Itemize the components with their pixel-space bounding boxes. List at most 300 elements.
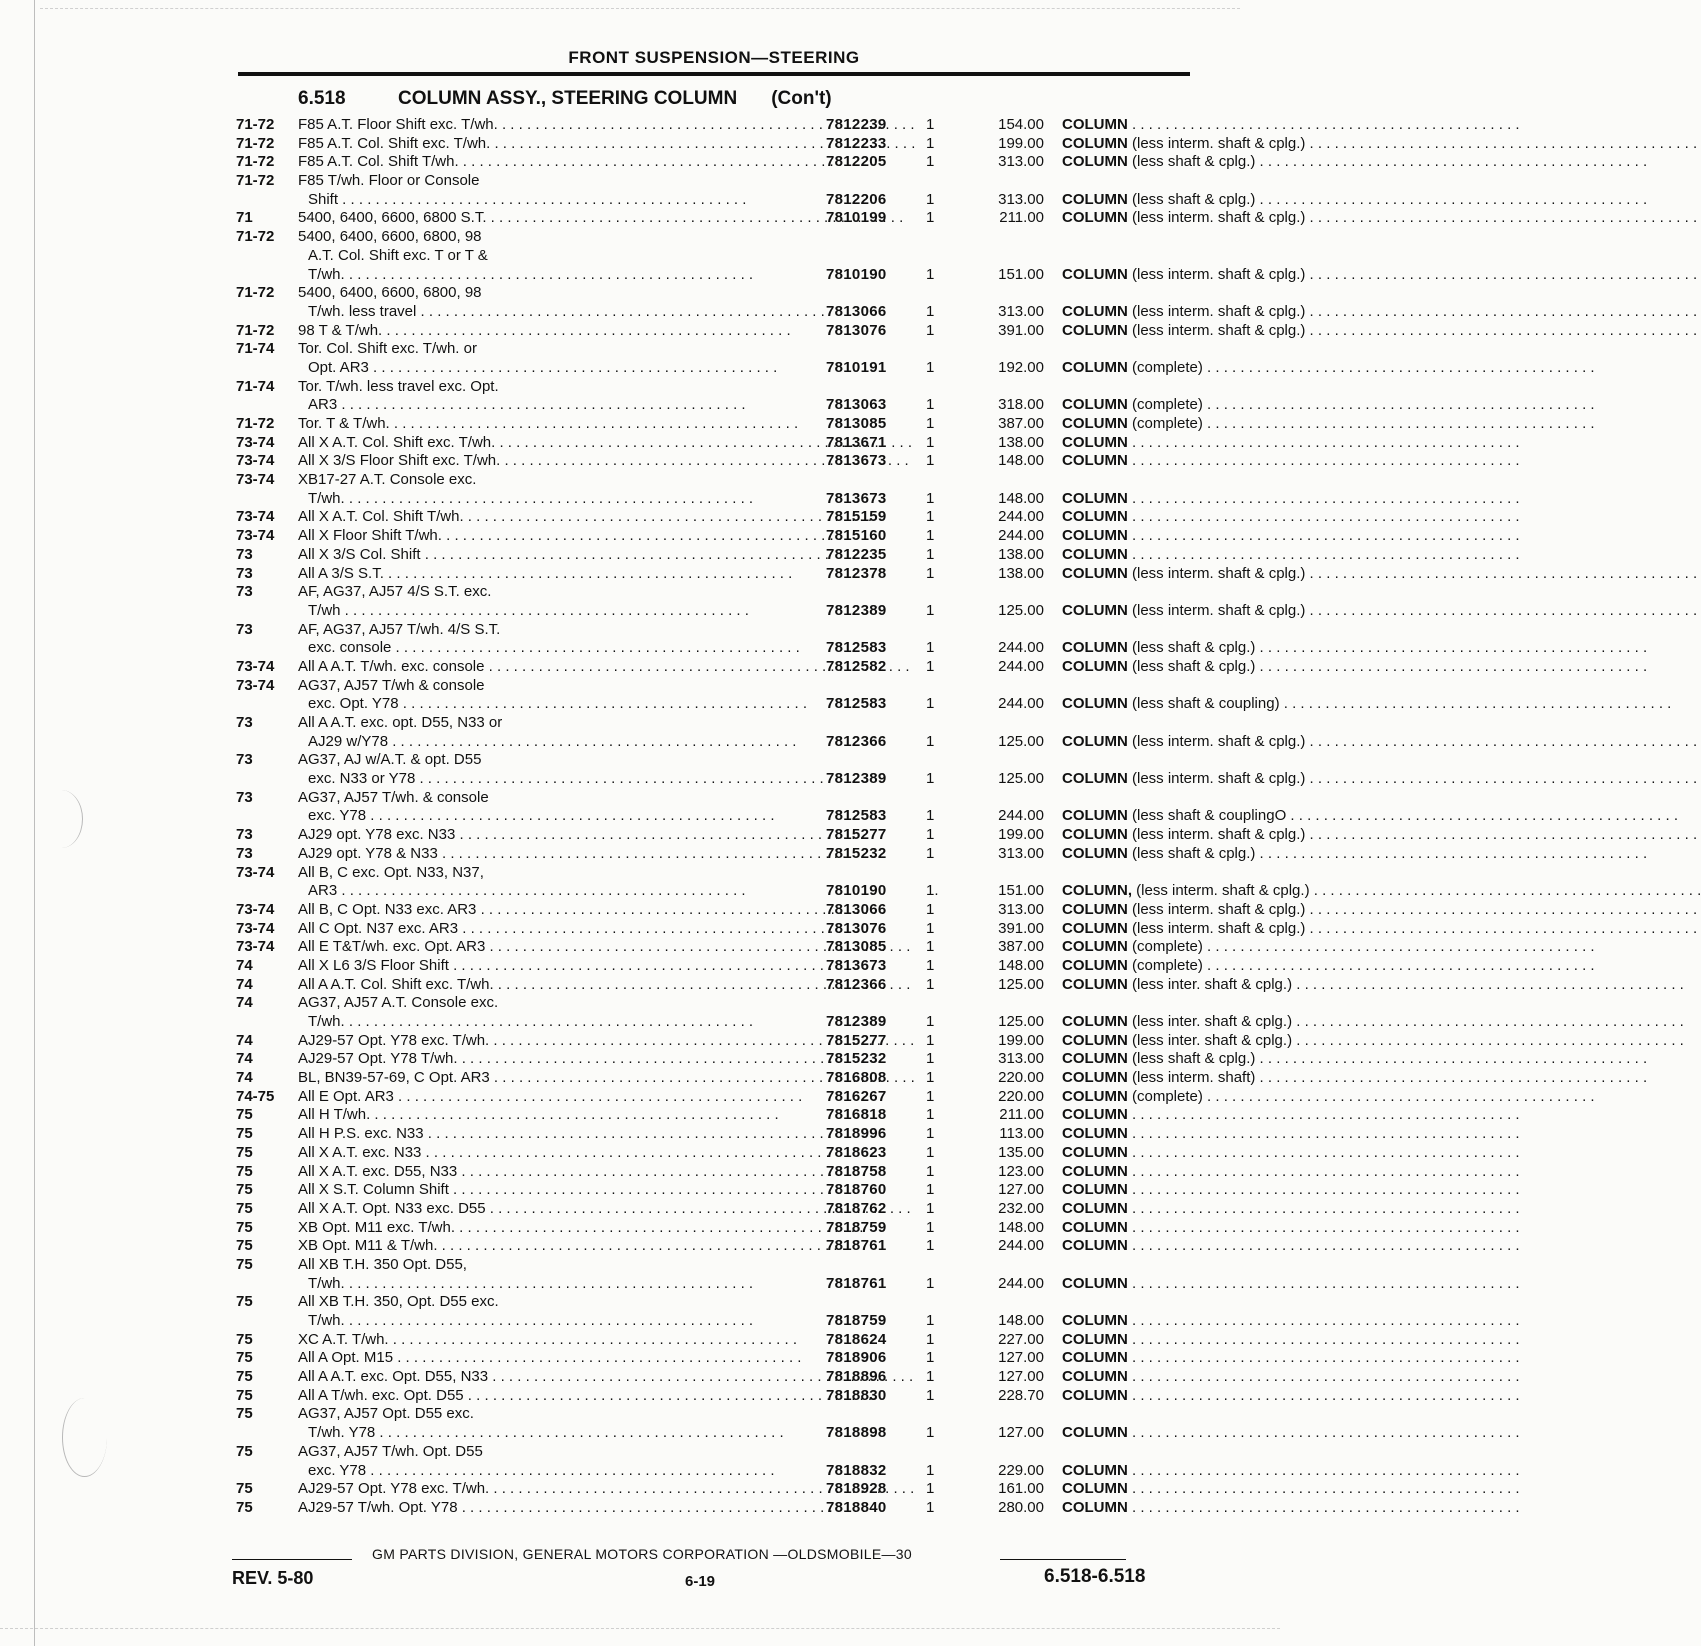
application-description: T/wh. . . .	[308, 266, 792, 285]
table-row	[236, 1499, 1196, 1518]
price: 244.00	[998, 1274, 1044, 1292]
part-name: COLUMN	[1062, 1480, 1128, 1498]
table-row-continuation	[236, 284, 1196, 303]
quantity: 1	[926, 396, 935, 414]
part-name: COLUMN	[1062, 938, 1128, 956]
model-year: 74	[236, 1050, 253, 1068]
table-row	[236, 265, 1306, 285]
application-description: T/wh. . . .	[308, 1312, 792, 1331]
model-year: 75	[236, 1199, 253, 1217]
price: 138.00	[998, 545, 1044, 563]
table-row	[236, 209, 1306, 228]
part-note: (complete)	[1132, 938, 1203, 956]
part-name-cell	[1062, 920, 1424, 939]
application-description: XB17-27 A.T. Console exc.	[298, 471, 477, 489]
table-row-continuation	[236, 864, 1196, 883]
section-title: COLUMN ASSY., STEERING COLUMN	[398, 88, 738, 109]
table-row	[236, 882, 1310, 901]
application-description: All XB T.H. 350, Opt. D55 exc.	[298, 1293, 499, 1311]
table-row	[236, 1480, 1196, 1499]
table-row	[236, 1331, 1196, 1350]
part-note: (complete)	[1132, 415, 1203, 432]
application-description: 5400, 6400, 6600, 6800, 98	[298, 228, 482, 246]
part-name: COLUMN	[1062, 1461, 1128, 1479]
part-number: 7815159	[826, 508, 887, 526]
application-description: BL, BN39-57-69, C Opt. AR3 . . . . .	[298, 1069, 792, 1088]
application-description: 5400, 6400, 6600, 6800 S.T. . . . .	[298, 209, 792, 228]
price: 148.00	[998, 1312, 1044, 1329]
part-name: COLUMN	[1062, 209, 1128, 227]
table-row	[236, 1031, 1293, 1051]
table-row	[236, 1387, 1196, 1406]
part-number: 7818758	[826, 1162, 887, 1180]
table-row	[236, 975, 1293, 995]
part-name: COLUMN	[1062, 433, 1128, 451]
price: 391.00	[998, 321, 1044, 339]
part-name: COLUMN	[1062, 1274, 1128, 1292]
application-description: AG37, AJ57 T/wh & console	[298, 676, 485, 694]
model-year: 75	[236, 1368, 253, 1386]
model-year: 73-74	[236, 863, 275, 881]
model-year: 75	[236, 1386, 253, 1404]
application-description: A.T. Col. Shift exc. T or T &	[308, 246, 488, 264]
part-name-cell	[1062, 153, 1424, 172]
application-description: Tor. T & T/wh. . . .	[298, 415, 792, 434]
part-note: (less shaft & cplg.)	[1132, 190, 1256, 208]
part-number: 7813673	[826, 956, 887, 974]
part-note: (less interm. shaft & cplg.)	[1132, 900, 1306, 918]
price: 125.00	[998, 601, 1044, 619]
part-name-cell	[1062, 1462, 1424, 1481]
part-name-cell	[1062, 1219, 1424, 1238]
part-number: 7818898	[826, 1424, 887, 1442]
part-number: 7812239	[826, 116, 887, 133]
quantity: 1	[926, 1349, 935, 1367]
application-description: AG37, AJ57 Opt. D55 exc.	[298, 1405, 474, 1423]
table-row	[236, 396, 1203, 415]
part-number: 7818624	[826, 1330, 887, 1348]
application-description: F85 A.T. Col. Shift T/wh. . . .	[298, 153, 792, 172]
left-margin-line	[34, 0, 35, 1646]
part-name: COLUMN	[1062, 358, 1128, 376]
table-row	[236, 695, 1280, 714]
part-note: (less interm. shaft & cplg.)	[1132, 209, 1306, 227]
part-name-cell	[1062, 359, 1424, 378]
table-row	[236, 302, 1306, 322]
table-row-continuation	[236, 172, 1196, 191]
application-description: AJ29 opt. Y78 exc. N33 . . .	[298, 826, 792, 845]
model-year: 75	[236, 1293, 253, 1311]
part-name-cell	[1062, 434, 1424, 453]
model-year: 75	[236, 1349, 253, 1367]
application-description: Tor. Col. Shift exc. T/wh. or	[298, 340, 477, 358]
part-name: COLUMN	[1062, 900, 1128, 918]
part-name-cell	[1062, 191, 1424, 210]
part-number: 7816808	[826, 1069, 887, 1087]
table-row	[236, 1181, 1196, 1200]
part-note: (less shaft & cplg.)	[1132, 1050, 1256, 1068]
part-name: COLUMN	[1062, 956, 1128, 974]
part-number: 7818906	[826, 1349, 887, 1367]
table-row	[236, 732, 1306, 752]
quantity: 1	[926, 826, 935, 844]
price: 244.00	[998, 695, 1044, 713]
table-row-continuation	[236, 994, 1196, 1013]
application-description: All X A.T. Col. Shift T/wh. . . .	[298, 508, 792, 527]
part-name: COLUMN	[1062, 844, 1128, 862]
part-number: 7815232	[826, 844, 887, 862]
price: 125.00	[998, 1013, 1044, 1030]
application-description: AJ29-57 T/wh. Opt. Y78 . . .	[298, 1499, 792, 1518]
application-description: Opt. AR3 . . .	[308, 359, 792, 378]
part-number: 7812235	[826, 545, 887, 563]
application-description: All A A.T. exc. opt. D55, N33 or	[298, 714, 503, 731]
quantity: 1	[926, 938, 935, 956]
price: 123.00	[998, 1162, 1044, 1180]
quantity: 1	[926, 1199, 935, 1217]
quantity: 1	[926, 975, 935, 993]
application-description: All H T/wh. . . .	[298, 1106, 792, 1125]
part-name-cell	[1062, 1163, 1424, 1182]
part-name: COLUMN	[1062, 1013, 1128, 1030]
table-row	[236, 639, 1256, 658]
application-description: All X S.T. Column Shift . . .	[298, 1181, 792, 1200]
part-name: COLUMN	[1062, 657, 1128, 675]
part-number: 7810199	[826, 209, 887, 227]
application-description: exc. Y78 . . .	[308, 807, 792, 826]
part-note: (less interm. shaft & cplg.)	[1132, 601, 1306, 619]
part-number: 7812389	[826, 601, 887, 619]
section-continued: (Con't)	[771, 88, 832, 109]
application-description: All E T&T/wh. exc. Opt. AR3 . . . . .	[298, 938, 792, 957]
application-description: All A A.T. T/wh. exc. console . . . . .	[298, 658, 792, 677]
part-name-cell	[1062, 1106, 1424, 1125]
quantity: 1	[926, 1069, 935, 1087]
part-name: COLUMN	[1062, 1386, 1128, 1404]
price: 313.00	[998, 900, 1044, 918]
part-name: COLUMN	[1062, 1106, 1128, 1124]
part-name-cell	[1062, 957, 1424, 976]
table-row-continuation	[236, 247, 1196, 266]
table-row	[236, 770, 1306, 789]
table-row	[236, 153, 1256, 172]
price: 151.00	[998, 882, 1044, 900]
table-row-continuation	[236, 621, 1196, 640]
part-name-cell	[1062, 135, 1424, 154]
price: 199.00	[998, 134, 1044, 152]
model-year: 75	[236, 1442, 253, 1460]
table-row	[236, 452, 1196, 471]
application-description: All E Opt. AR3 . . .	[298, 1088, 792, 1107]
price: 127.00	[998, 1424, 1044, 1442]
model-year: 75	[236, 1405, 253, 1423]
page-header-title: FRONT SUSPENSION—STEERING	[568, 48, 860, 67]
part-name: COLUMN	[1062, 1050, 1128, 1068]
part-name-cell	[1062, 770, 1424, 789]
part-number: 7813076	[826, 919, 887, 937]
price: 228.70	[998, 1386, 1044, 1404]
application-description: exc. Opt. Y78 . . .	[308, 695, 792, 714]
model-year: 71-72	[236, 415, 275, 432]
part-note: (less interm. shaft & cplg.)	[1136, 882, 1310, 900]
price: 220.00	[998, 1087, 1044, 1105]
table-row	[236, 508, 1196, 527]
part-number: 7818761	[826, 1274, 887, 1292]
table-row	[236, 1237, 1196, 1256]
price: 232.00	[998, 1199, 1044, 1217]
quantity: 1	[926, 732, 935, 750]
part-number: 7810191	[826, 358, 887, 376]
quantity: 1	[926, 358, 935, 376]
table-row	[236, 601, 1306, 621]
part-name-cell	[1062, 1088, 1424, 1107]
part-name-cell	[1062, 1312, 1424, 1331]
table-row-continuation	[236, 714, 1196, 733]
part-number: 7818760	[826, 1181, 887, 1199]
part-name-cell	[1062, 1331, 1424, 1350]
price: 227.00	[998, 1330, 1044, 1348]
table-row	[236, 956, 1203, 976]
price: 148.00	[998, 956, 1044, 974]
part-number: 7818832	[826, 1461, 887, 1479]
part-number: 7818759	[826, 1218, 887, 1236]
model-year: 73-74	[236, 508, 275, 526]
table-row	[236, 134, 1306, 154]
part-name: COLUMN	[1062, 134, 1128, 152]
price: 313.00	[998, 190, 1044, 208]
part-name: COLUMN	[1062, 452, 1128, 470]
header-rule	[238, 72, 1190, 76]
table-row	[236, 1144, 1196, 1163]
model-year: 75	[236, 1255, 253, 1273]
quantity: 1	[926, 321, 935, 339]
model-year: 73	[236, 826, 253, 844]
model-year: 73-74	[236, 919, 275, 937]
part-note: (less interm. shaft & cplg.)	[1132, 564, 1306, 582]
application-description: All B, C exc. Opt. N33, N37,	[298, 863, 484, 881]
parts-table	[236, 116, 1310, 1518]
quantity: 1	[926, 601, 935, 619]
model-year: 74	[236, 956, 253, 974]
model-year: 73-74	[236, 657, 275, 675]
model-year: 73-74	[236, 433, 275, 451]
application-description: Tor. T/wh. less travel exc. Opt.	[298, 377, 499, 395]
price: 280.00	[998, 1498, 1044, 1516]
part-name-cell	[1062, 396, 1424, 415]
model-year: 73-74	[236, 676, 275, 694]
table-row	[236, 358, 1203, 378]
price: 192.00	[998, 358, 1044, 376]
model-year: 75	[236, 1480, 253, 1498]
part-name: COLUMN	[1062, 489, 1128, 507]
application-description: T/wh. Y78 . . .	[308, 1424, 792, 1443]
part-name-cell	[1062, 639, 1424, 658]
part-note: (less interm. shaft & cplg.)	[1132, 302, 1306, 320]
part-note: (complete)	[1132, 396, 1203, 414]
part-note: (less shaft & coupling)	[1132, 695, 1280, 713]
model-year: 75	[236, 1181, 253, 1199]
price: 244.00	[998, 657, 1044, 675]
part-number: 7818761	[826, 1237, 887, 1255]
part-number: 7818896	[826, 1368, 887, 1386]
quantity: 1	[926, 770, 935, 788]
model-year: 71-72	[236, 134, 275, 152]
quantity: 1	[926, 527, 935, 545]
section-range: 6.518-6.518	[1044, 1566, 1146, 1587]
part-note: (less interm. shaft & cplg.)	[1132, 732, 1306, 750]
application-description: XB Opt. M11 exc. T/wh. . . .	[298, 1219, 792, 1238]
part-name-cell	[1062, 1349, 1424, 1368]
application-description: 98 T & T/wh. . . .	[298, 322, 792, 341]
price: 125.00	[998, 732, 1044, 750]
table-row	[236, 900, 1306, 920]
price: 318.00	[998, 396, 1044, 414]
part-name-cell	[1062, 1013, 1424, 1032]
part-name-cell	[1062, 209, 1424, 228]
part-note: (less inter. shaft & cplg.)	[1132, 975, 1293, 993]
quantity: 1	[926, 1237, 935, 1255]
model-year: 75	[236, 1143, 253, 1161]
quantity: 1	[926, 1218, 935, 1236]
part-name: COLUMN	[1062, 564, 1128, 582]
part-name: COLUMN	[1062, 1181, 1128, 1199]
quantity: 1	[926, 134, 935, 152]
table-row	[236, 1106, 1196, 1125]
table-row	[236, 844, 1256, 864]
part-name: COLUMN	[1062, 527, 1128, 545]
application-description: T/wh. . . .	[308, 1013, 792, 1032]
application-description: 5400, 6400, 6600, 6800, 98	[298, 284, 482, 302]
part-name: COLUMN	[1062, 975, 1128, 993]
part-note: (less shaft & couplingO	[1132, 807, 1287, 825]
table-row-continuation	[236, 340, 1196, 359]
model-year: 75	[236, 1125, 253, 1143]
part-name-cell	[1062, 938, 1424, 957]
part-number: 7812233	[826, 134, 887, 152]
price: 313.00	[998, 1050, 1044, 1068]
model-year: 75	[236, 1330, 253, 1348]
part-name: COLUMN	[1062, 1498, 1128, 1516]
model-year: 75	[236, 1162, 253, 1180]
table-row	[236, 1424, 1196, 1443]
part-number: 7818762	[826, 1199, 887, 1217]
table-row-continuation	[236, 1443, 1196, 1462]
application-description: AJ29-57 Opt. Y78 T/wh. . . .	[298, 1050, 792, 1069]
part-name: COLUMN	[1062, 1087, 1128, 1105]
part-number: 7816267	[826, 1087, 887, 1105]
quantity: 1	[926, 153, 935, 171]
part-name-cell	[1062, 1237, 1424, 1256]
part-number: 7815277	[826, 1031, 887, 1049]
model-year: 71-72	[236, 153, 275, 171]
price: 127.00	[998, 1368, 1044, 1386]
table-row	[236, 546, 1196, 565]
part-number: 7813085	[826, 415, 887, 432]
part-name: COLUMN	[1062, 601, 1128, 619]
punch-hole-mark	[40, 790, 83, 848]
table-row-continuation	[236, 378, 1196, 397]
part-note: (less interm. shaft & cplg.)	[1132, 826, 1306, 844]
price: 113.00	[999, 1125, 1044, 1143]
footer-corporation: GM PARTS DIVISION, GENERAL MOTORS CORPORATION —OLDSMOBILE—30	[372, 1546, 912, 1562]
model-year: 75	[236, 1498, 253, 1516]
part-number: 7810190	[826, 265, 887, 283]
part-name: COLUMN	[1062, 265, 1128, 283]
quantity: 1	[926, 900, 935, 918]
table-row	[236, 415, 1203, 434]
application-description: exc. N33 or Y78 . . .	[308, 770, 792, 789]
part-number: 7818996	[826, 1125, 887, 1143]
part-number: 7818830	[826, 1386, 887, 1404]
application-description: AJ29-57 Opt. Y78 exc. T/wh. . . . . .	[298, 1480, 792, 1499]
part-name: COLUMN	[1062, 1237, 1128, 1255]
price: 387.00	[998, 938, 1044, 956]
part-name-cell	[1062, 976, 1424, 995]
table-row	[236, 1462, 1196, 1481]
part-number: 7812205	[826, 153, 887, 171]
part-name: COLUMN	[1062, 1031, 1128, 1049]
quantity: 1	[926, 489, 935, 507]
part-note: (less interm. shaft & cplg.)	[1132, 770, 1306, 788]
part-number: 7813076	[826, 321, 887, 339]
quantity: 1	[926, 1181, 935, 1199]
model-year: 75	[236, 1237, 253, 1255]
part-number: 7812366	[826, 732, 887, 750]
table-row	[236, 1087, 1203, 1107]
application-description: F85 T/wh. Floor or Console	[298, 172, 480, 190]
part-name: COLUMN	[1062, 1162, 1128, 1180]
price: 138.00	[998, 564, 1044, 582]
part-note: (less interm. shaft & cplg.)	[1132, 919, 1306, 937]
price: 313.00	[998, 844, 1044, 862]
part-note: (less interm. shaft & cplg.)	[1132, 134, 1306, 152]
part-note: (less shaft & cplg.)	[1132, 153, 1256, 171]
part-note: (less interm. shaft)	[1132, 1069, 1256, 1087]
part-number: 7812583	[826, 807, 887, 825]
model-year: 73-74	[236, 938, 275, 956]
model-year: 73	[236, 788, 253, 806]
application-description: All X A.T. exc. N33 . . .	[298, 1144, 792, 1163]
table-row	[236, 1050, 1256, 1069]
application-description: AF, AG37, AJ57 T/wh. 4/S S.T.	[298, 620, 501, 638]
part-number: 7812366	[826, 975, 887, 993]
part-number: 7815277	[826, 826, 887, 844]
price: 148.00	[998, 489, 1044, 507]
section-heading	[298, 88, 832, 110]
model-year: 75	[236, 1106, 253, 1124]
part-number: 7815160	[826, 527, 887, 545]
punch-hole-mark	[62, 1398, 107, 1477]
quantity: 1	[926, 956, 935, 974]
quantity: 1	[926, 564, 935, 582]
quantity: 1	[926, 1498, 935, 1516]
table-row	[236, 938, 1203, 957]
price: 161.00	[998, 1480, 1044, 1498]
table-row	[236, 1312, 1196, 1331]
model-year: 71-72	[236, 116, 275, 133]
application-description: AJ29-57 Opt. Y78 exc. T/wh. . . . . .	[298, 1032, 792, 1051]
price: 391.00	[998, 919, 1044, 937]
application-description: All X A.T. exc. D55, N33 . . .	[298, 1163, 792, 1182]
model-year: 73	[236, 714, 253, 731]
table-row	[236, 564, 1306, 584]
quantity: 1	[926, 695, 935, 713]
quantity: 1	[926, 1087, 935, 1105]
quantity: 1	[926, 1480, 935, 1498]
part-number: 7812582	[826, 657, 887, 675]
part-note: (less interm. shaft & cplg.)	[1132, 321, 1306, 339]
part-number: 7810190	[826, 882, 887, 900]
